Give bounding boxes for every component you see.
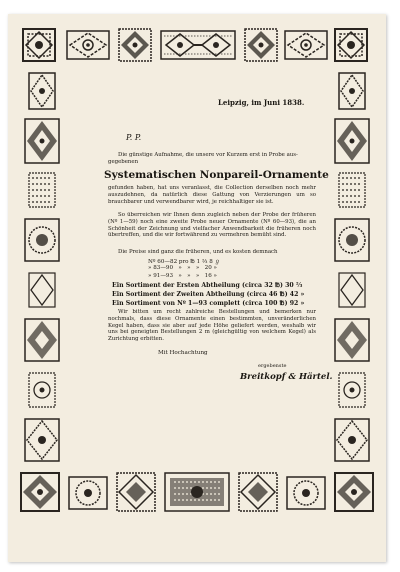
- sortiment-line: Ein Sortiment der Zweiten Abtheilung (circa 46 ℔) 42 »: [112, 291, 305, 298]
- frame-ornament-icon: [116, 472, 156, 512]
- sortiment-line: Ein Sortiment von Nº 1—93 complett (circa 100 ℔) 92 »: [112, 300, 305, 307]
- frame-ornament-icon: [164, 472, 230, 512]
- frame-ornament-icon: [338, 172, 366, 208]
- frame-ornament-icon: [286, 476, 326, 510]
- frame-ornament-icon: [334, 118, 370, 164]
- frame-ornament-icon: [244, 28, 278, 62]
- frame-ornament-icon: [66, 30, 110, 60]
- frame-ornament-icon: [118, 28, 152, 62]
- place-date: Leipzig, im Juni 1838.: [218, 98, 305, 107]
- signature-prefix: ergebenste: [258, 363, 287, 369]
- prices-intro: Die Preise sind ganz die früheren, und es kosten demnach: [118, 249, 278, 255]
- frame-ornament-icon: [28, 372, 56, 408]
- frame-ornament-icon: [334, 28, 368, 62]
- frame-ornament-icon: [338, 72, 366, 110]
- salutation: P. P.: [126, 133, 142, 142]
- frame-ornament-icon: [334, 318, 370, 362]
- frame-ornament-icon: [24, 418, 60, 462]
- signature: Breitkopf & Härtel.: [240, 372, 333, 382]
- frame-ornament-icon: [68, 476, 108, 510]
- frame-ornament-icon: [22, 28, 56, 62]
- paragraph-3: Wir bitten um recht zahlreiche Bestellungen und bemerken nur nochmals, dass diese Ornamente einen bestimmten, unveränderlichen Kegel haben, dass sie aber auf jede Höhe geliefert werden, weshalb wir uns bei geneigten Bestellungen 2 m (gleichgültig von welchem Kegel) als Zurichtung erbitten.: [108, 309, 316, 343]
- frame-ornament-icon: [334, 218, 370, 262]
- frame-ornament-icon: [338, 272, 366, 308]
- frame-ornament-icon: [28, 172, 56, 208]
- frame-ornament-icon: [334, 472, 374, 512]
- price-line: Nº 60—82 pro ℔ 1 ⅔ 8 ℊ: [148, 259, 221, 265]
- frame-ornament-icon: [28, 72, 56, 110]
- frame-ornament-icon: [24, 218, 60, 262]
- frame-ornament-icon: [24, 318, 60, 362]
- closing: Mit Hochachtung: [158, 350, 208, 356]
- document-sheet: [8, 14, 386, 562]
- frame-ornament-icon: [28, 272, 56, 308]
- intro-line: Die günstige Aufnahme, die unsere vor Kurzem erst in Probe aus-: [118, 152, 298, 158]
- paragraph-2: So überreichen wir Ihnen denn zugleich neben der Probe der früheren (Nº 1—59) noch eine zweite Probe neuer Ornamente (Nº 60—93), die an Schönheit der Zeichnung und vielfacher Anwendbarkeit die früheren noch übertreffen, und die wir fortwährend zu vermehren bemüht sind.: [108, 212, 316, 239]
- frame-ornament-icon: [284, 30, 328, 60]
- sortiment-line: Ein Sortiment der Ersten Abtheilung (circa 32 ℔) 30 ⅔: [112, 282, 303, 289]
- frame-ornament-icon: [334, 418, 370, 462]
- headline: Systematischen Nonpareil-Ornamente: [104, 169, 329, 181]
- intro-line-2: gegebenen: [108, 159, 139, 165]
- frame-ornament-icon: [160, 30, 236, 60]
- price-line: » 83—90 » » » 20 »: [148, 265, 217, 271]
- frame-ornament-icon: [238, 472, 278, 512]
- frame-ornament-icon: [24, 118, 60, 164]
- frame-ornament-icon: [338, 372, 366, 408]
- frame-ornament-icon: [20, 472, 60, 512]
- paragraph-1: gefunden haben, hat uns veranlasst, die Collection derselben noch mehr auszudehnen, da natürlich diese Gattung von Verzierungen um so brauchbarer und verwendbarer wird, je reichhaltiger sie ist.: [108, 185, 316, 205]
- price-line: » 91—93 » » » 16 »: [148, 273, 217, 279]
